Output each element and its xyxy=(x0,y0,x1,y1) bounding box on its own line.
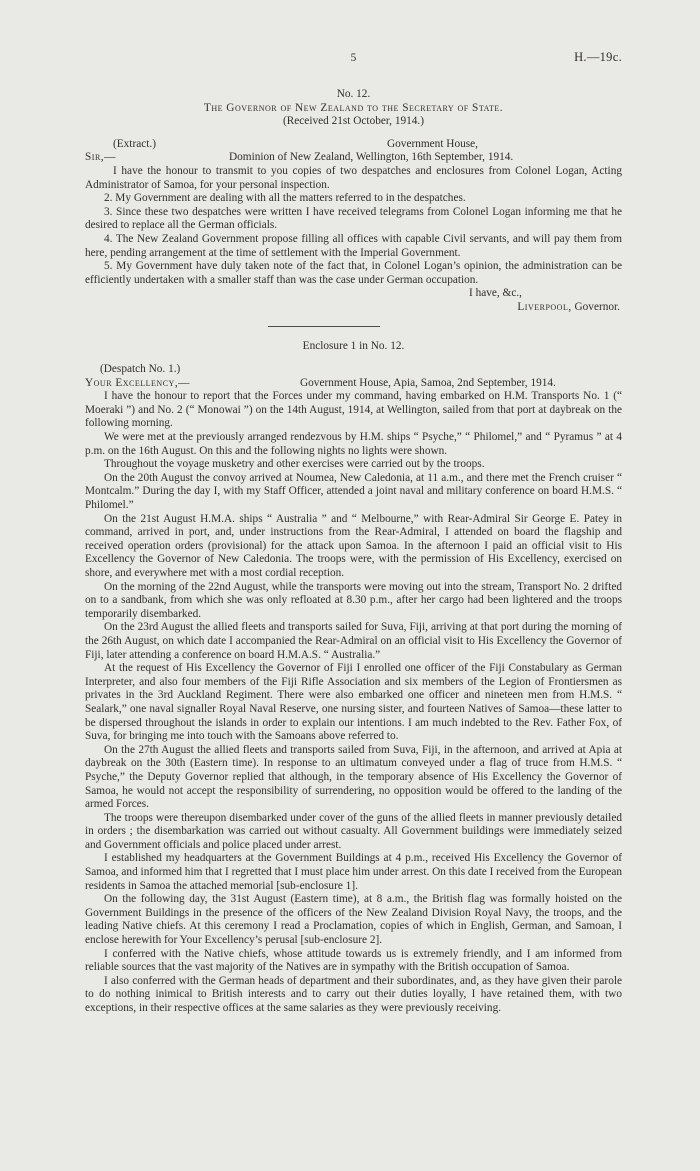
despatch-paragraph-3: 3. Since these two despatches were written I have received telegrams from Colonel Logan informing me that he desired to replace all the German officials. xyxy=(85,205,622,232)
enclosure-paragraph-3: Throughout the voyage musketry and other exercises were carried out by the troops. xyxy=(104,458,485,471)
enclosure-paragraph-1: I have the honour to report that the Forces under my command, having embarked on H.M. Transports No. 1 (“ Moeraki ”) and No. 2 (“ Monowai ”) on the 14th August, 1914, at Wellington, sailed from that port at daybreak on the following morning. xyxy=(85,390,622,430)
enclosure-paragraph-4: On the 20th August the convoy arrived at Noumea, New Caledonia, at 11 a.m., and there met the French cruiser “ Montcalm.” During the day I, with my Staff Officer, attended a joint naval and military conference on board H.M.S. “ Philomel.” xyxy=(85,471,622,512)
despatch-paragraph-2: 2. My Government are dealing with all the matters referred to in the despatches. xyxy=(104,192,466,205)
enclosure-paragraph-2: We were met at the previously arranged rendezvous by H.M. ships “ Psyche,” “ Philomel,” and “ Pyramus ” at 4 p.m. on the 16th August. On this and the following nights no lights were shown. xyxy=(85,431,622,457)
signature-name: Liverpool, xyxy=(517,300,572,313)
despatch-paragraph-4: 4. The New Zealand Government propose filling all offices with capable Civil servants, and will pay them from here, pending arrangement at the time of settlement with the Imperial Government. xyxy=(85,232,622,259)
despatch-dateline: Dominion of New Zealand, Wellington, 16th September, 1914. xyxy=(229,151,514,164)
page-number: 5 xyxy=(350,52,357,64)
despatch-paragraph-5: 5. My Government have duly taken note of the fact that, in Colonel Logan’s opinion, the administration can be efficiently undertaken with a smaller staff than was the case under German occupation. xyxy=(85,260,622,286)
valediction: I have, &c., xyxy=(468,287,522,300)
page-header xyxy=(85,52,622,67)
address-government-house: Government House, xyxy=(387,137,478,150)
enclosure-paragraph-5: On the 21st August H.M.A. ships “ Australia ” and “ Melbourne,” with Rear-Admiral Sir George E. Patey in command, arrived in port, and, under instructions from the Rear-Admiral, I attended on board the flagship and received operation orders (provisional) for the attack upon Samoa. In the afternoon I paid an official visit to His Excellency the Governor of New Caledonia. The troops were, with the permission of His Excellency, exercised on shore, and everywhere met with a most cordial reception. xyxy=(85,512,622,579)
despatch-paragraph-1: I have the honour to transmit to you copies of two despatches and enclosures from Colonel Logan, Acting Administrator of Samoa, for your personal inspection. xyxy=(85,164,622,191)
despatch-received-note: (Received 21st October, 1914.) xyxy=(282,115,425,128)
despatch-salutation: Sir,— xyxy=(85,151,116,164)
enclosure-dateline: Government House, Apia, Samoa, 2nd September, 1914. xyxy=(300,376,556,389)
enclosure-paragraph-13: I conferred with the Native chiefs, whose attitude towards us is extremely friendly, and I am informed from reliable sources that the vast majority of the Natives are in sympathy with the British occupation of Samoa. xyxy=(85,947,622,974)
extract-label: (Extract.) xyxy=(113,137,156,150)
despatch-title: The Governor of New Zealand to the Secretary of State. xyxy=(203,101,504,114)
enclosure-paragraph-11: I established my headquarters at the Government Buildings at 4 p.m., received His Excellency the Governor of Samoa, and informed him that I regretted that I must place him under arrest. On this date I received from the European residents in Samoa the attached memorial [sub-enclosure 1]. xyxy=(85,852,622,892)
enclosure-paragraph-14: I also conferred with the German heads of department and their subordinates, and, as they have given their parole to do nothing inimical to British interests and to carry out their duties loyally, I have retained them, with two exceptions, in their respective offices at the same salaries as they were previously receiving. xyxy=(85,974,622,1014)
enclosure-paragraph-7: On the 23rd August the allied fleets and transports sailed for Suva, Fiji, arriving at that port during the morning of the 26th August, on which date I accompanied the Rear-Admiral on an official visit to His Excellency the Governor of Fiji, later attending a conference on board H.M.A.S. “ Australia.” xyxy=(85,621,622,661)
enclosure-paragraph-10: The troops were thereupon disembarked under cover of the guns of the allied fleets in manner previously detailed in orders ; the disembarkation was carried out without casualty. All Government buildings were immediately seized and Government officials and police placed under arrest. xyxy=(85,811,622,851)
section-divider xyxy=(268,326,380,327)
enclosure-heading: Enclosure 1 in No. 12. xyxy=(302,339,405,352)
enclosure-paragraph-8: At the request of His Excellency the Governor of Fiji I enrolled one officer of the Fiji Constabulary as German Interpreter, and also four members of the Fiji Rifle Association and six members of the Legion of Frontiersmen as privates in the 3rd Auckland Regiment. There were also embarked one officer and nineteen men from H.M.S. “ Sealark,” one naval signaller Royal Naval Reserve, one nursing sister, and fourteen Natives of Samoa—these latter to be dispersed throughout the islands in order to explain our intentions. I am much indebted to the Rev. Father Fox, of Suva, for bringing me into touch with the Samoans above referred to. xyxy=(85,662,622,743)
despatch-section xyxy=(85,88,622,315)
extract-row xyxy=(85,138,622,152)
enclosure-paragraph-9: On the 27th August the allied fleets and transports sailed from Suva, Fiji, in the afternoon, and arrived at Apia at daybreak on the 30th (Eastern time). In response to an ultimatum conveyed under a flag of truce from H.M.S. “ Psyche,” the Deputy Governor replied that although, in the temporary absence of His Excellency the Governor of Samoa, he would not accept the responsibility of surrendering, no opposition would be offered to the landing of the armed Forces. xyxy=(85,743,622,811)
document-reference: H.—19c. xyxy=(574,50,622,64)
enclosure-salutation-row xyxy=(85,377,622,391)
enclosure-paragraph-6: On the morning of the 22nd August, while the transports were moving out into the stream, Transport No. 2 drifted on to a sandbank, from which she was only refloated at 8.30 p.m., after her cargo had been lightered and the troops temporarily disembarked. xyxy=(85,580,622,620)
enclosure-despatch-number: (Despatch No. 1.) xyxy=(100,363,181,376)
signature-line xyxy=(85,301,622,315)
enclosure-paragraph-12: On the following day, the 31st August (Eastern time), at 8 a.m., the British flag was formally hoisted on the Government Buildings in the presence of the officers of the New Zealand Division Royal Navy, the troops, and the leading Native chiefs. At this ceremony I read a Proclamation, copies of which in English, German, and Samoan, I enclose herewith for Your Excellency’s perusal [sub-enclosure 2]. xyxy=(85,893,622,947)
enclosure-salutation: Your Excellency,— xyxy=(85,376,190,389)
despatch-salutation-row xyxy=(85,151,622,165)
enclosure-section xyxy=(85,340,622,1016)
despatch-number: No. 12. xyxy=(336,88,371,100)
signature-title: Governor. xyxy=(574,300,620,313)
